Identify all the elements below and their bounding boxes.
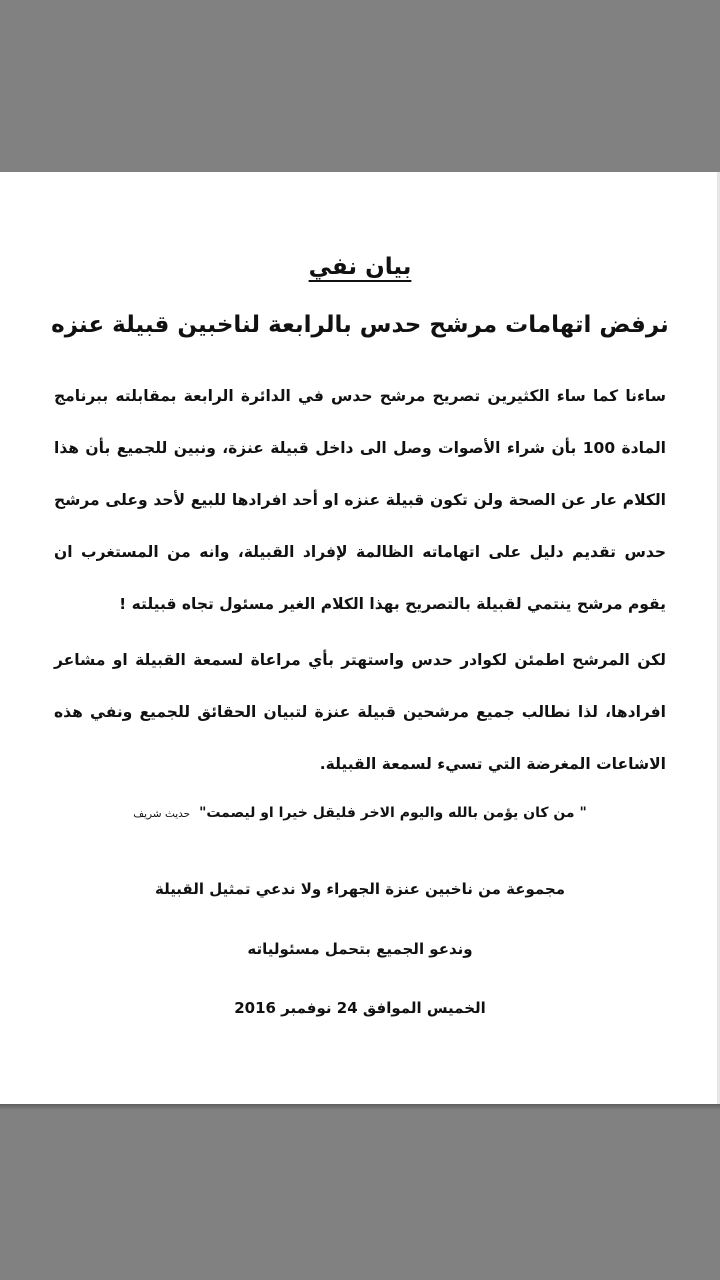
call-to-action: وندعو الجميع بتحمل مسئولياته (247, 940, 473, 958)
statement-subtitle: نرفض اتهامات مرشح حدس بالرابعة لناخبين قبيلة عنزه (51, 312, 669, 338)
page-shadow (0, 1104, 720, 1110)
hadith-text: " من كان يؤمن بالله واليوم الاخر فليقل خيرا او ليصمت" (199, 805, 587, 821)
hadith-source: حديث شريف (133, 808, 191, 820)
paragraph-1: ساءنا كما ساء الكثيرين تصريح مرشح حدس في الدائرة الرابعة بمقابلته ببرنامج المادة 100 بأن شراء الأصوات وصل الى داخل قبيلة عنزة، ونبين للجميع بأن هذا الكلام عار عن الصحة ولن تكون قبيلة عنزه او أحد افرادها للبيع لأحد وعلى مرشح حدس تقديم دليل على اتهاماته الظالمة لإفراد القبيلة، وانه من المستغرب ان يقوم مرشح ينتمي لقبيلة بالتصريح بهذا الكلام الغير مسئول تجاه قبيلته ! (54, 387, 666, 613)
statement-title: بيان نفي (308, 254, 412, 280)
bottom-gray-band (0, 1104, 720, 1280)
hadith-quote (0, 805, 720, 821)
statement-date: الخميس الموافق 24 نوفمبر 2016 (234, 999, 486, 1017)
document-page (0, 172, 720, 1104)
top-gray-band (0, 0, 720, 172)
signature-line: مجموعة من ناخبين عنزة الجهراء ولا ندعي تمثيل القبيلة (154, 880, 566, 898)
paragraph-2: لكن المرشح اطمئن لكوادر حدس واستهتر بأي مراعاة لسمعة القبيلة او مشاعر افرادها، لذا نطالب جميع مرشحين قبيلة عنزة لتبيان الحقائق للجميع ونفي هذه الاشاعات المغرضة التي تسيء لسمعة القبيلة. (54, 651, 666, 773)
